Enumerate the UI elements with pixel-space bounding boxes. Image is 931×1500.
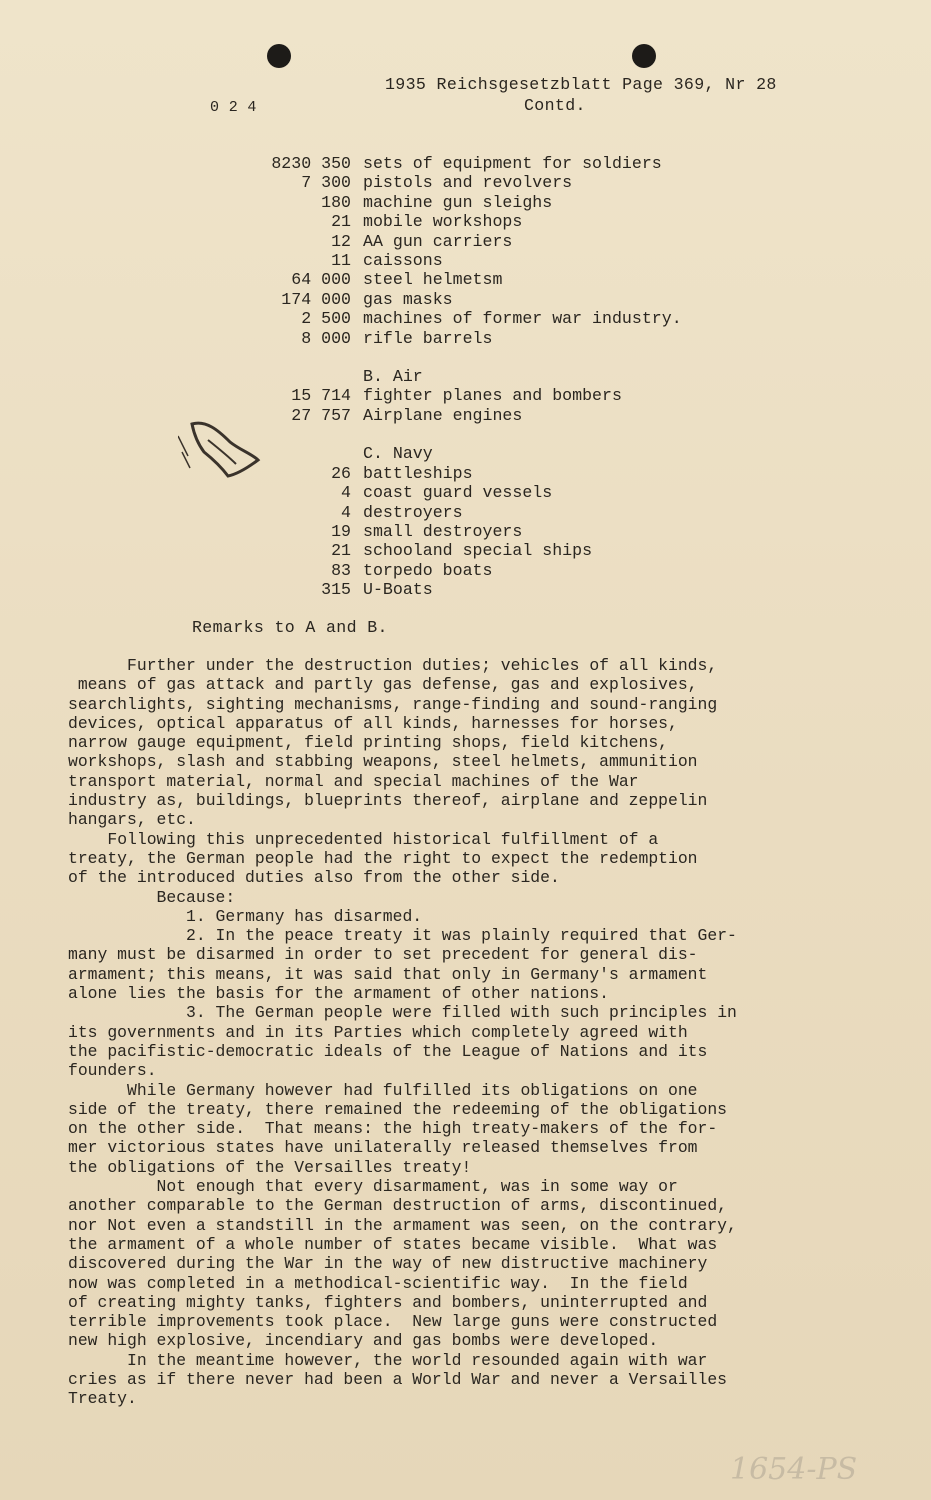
list-item: 7 300 pistols and revolvers	[301, 173, 573, 193]
list-item: 11 caissons	[331, 251, 443, 271]
paragraph: In the meantime however, the world resounded again with war cries as if there never had been a World War and never a Versailles Treaty.	[68, 1350, 728, 1409]
paragraph: 3. The German people were filled with such principles in its governments and in its Parties which completely agreed with the pacifistic-democratic ideals of the League of Nations and its founders.	[68, 1003, 737, 1081]
paragraph: Not enough that every disarmament, was in some way or another comparable to the German destruction of arms, discontinued, nor Not even a standstill in the armament was seen, on the contrary, the armament of a whole number of states became visible. What was discovered during the War in the way of new distructive machinery now was completed in a methodical-scientific way. In the field of creating mighty tanks, fighters and bombers, uninterrupted and terrible improvements took place. New large guns were constructed new high explosive, incendiary and gas bombs were developed.	[68, 1177, 737, 1351]
list-item: 4 destroyers	[341, 502, 463, 522]
punch-hole-left	[267, 44, 291, 68]
list-item: 315 U-Boats	[321, 580, 433, 600]
header-citation: 1935 Reichsgesetzblatt Page 369, Nr 28	[385, 75, 777, 94]
paragraph: Following this unprecedented historical fulfillment of a treaty, the German people had the right to expect the redemption of the introduced duties also from the other side.	[68, 829, 698, 888]
remarks-heading: Remarks to A and B.	[192, 618, 388, 637]
document-code: 0 2 4	[210, 99, 257, 116]
list-item: 15 714 fighter planes and bombers	[291, 386, 622, 406]
paragraph: Because:	[68, 887, 236, 907]
list-item: 21 schooland special ships	[331, 541, 593, 561]
handwritten-note: 1654-PS	[730, 1452, 858, 1487]
list-item: 174 000 gas masks	[281, 289, 453, 309]
list-item: 64 000 steel helmetsm	[291, 270, 503, 290]
list-item: 19 small destroyers	[331, 521, 523, 541]
body-text	[68, 656, 858, 1409]
header-contd: Contd.	[524, 96, 586, 115]
list-item: 8 000 rifle barrels	[301, 328, 493, 348]
list-item: 26 battleships	[331, 463, 473, 483]
punch-hole-right	[632, 44, 656, 68]
paragraph: 2. In the peace treaty it was plainly required that Ger- many must be disarmed in order to set precedent for general dis- armament; this means, it was said that only in Germany's armament alone lies the basis for the armament of other nations.	[68, 926, 737, 1004]
section-heading-air: B. Air	[363, 367, 423, 387]
paragraph: While Germany however had fulfilled its obligations on one side of the treaty, there remained the redeeming of the obligations on the other side. That means: the high treaty-makers of the for- mer victorious states have unilaterally released themselves from the obligations of the Versailles treaty!	[68, 1080, 728, 1177]
list-item: 83 torpedo boats	[331, 560, 493, 580]
list-item: 4 coast guard vessels	[341, 483, 553, 503]
list-item: 21 mobile workshops	[331, 212, 523, 232]
ink-blot-icon	[178, 412, 268, 492]
list-item: 180 machine gun sleighs	[321, 192, 553, 212]
inventory-list-a	[258, 154, 682, 600]
list-item: 27 757 Airplane engines	[291, 405, 523, 425]
list-item: 8230 350 sets of equipment for soldiers	[271, 154, 662, 173]
section-heading-navy: C. Navy	[363, 444, 433, 464]
list-item: 12 AA gun carriers	[331, 231, 513, 251]
list-item: 2 500 machines of former war industry.	[301, 309, 682, 329]
paragraph: Further under the destruction duties; vehicles of all kinds, means of gas attack and partly gas defense, gas and explosives, searchlights, sighting mechanisms, range-finding and sound-ranging devices, optical apparatus of all kinds, harnesses for horses, narrow gauge equipment, field printing shops, field kitchens, workshops, slash and stabbing weapons, steel helmets, ammunition transport material, normal and special machines of the War industry as, buildings, blueprints thereof, airplane and zeppelin hangars, etc.	[68, 656, 718, 830]
paragraph: 1. Germany has disarmed.	[68, 906, 423, 926]
